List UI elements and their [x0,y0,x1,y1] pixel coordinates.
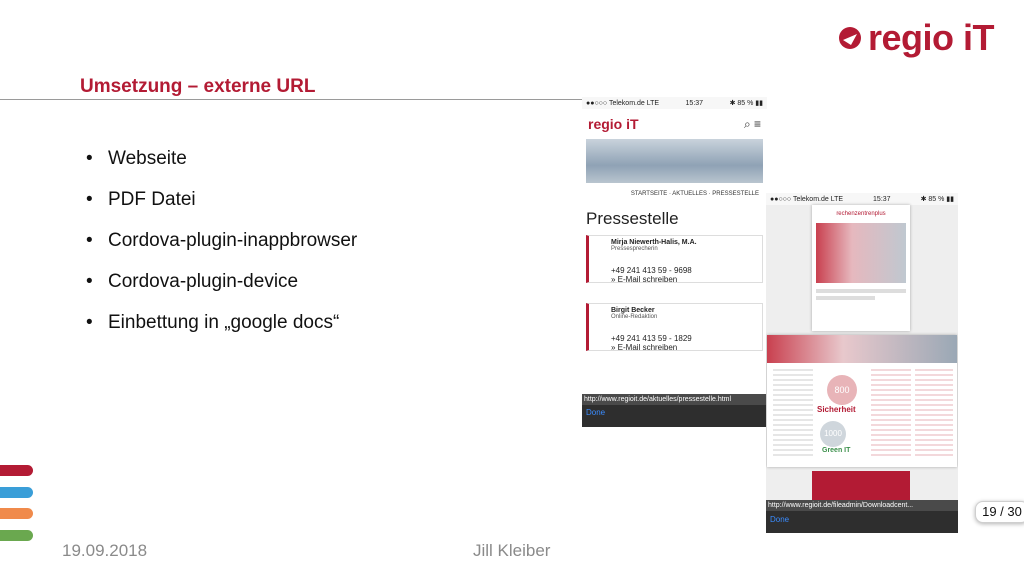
bullet-list [86,146,357,351]
status-bar [766,193,958,205]
contact-mail-link[interactable]: » E-Mail schreiben [611,275,678,284]
contact-mail-link[interactable]: » E-Mail schreiben [611,343,678,352]
page-number-badge: 19 / 30 [975,501,1024,523]
bullet-item: • Cordova-plugin-inappbrowser [86,228,357,269]
pdf-cover-page [812,205,910,331]
breadcrumb: STARTSEITE · AKTUELLES · PRESSESTELLE [630,191,759,197]
bullet-item: • Webseite [86,146,357,187]
site-logo: regio iT [588,116,639,132]
banner-image [586,139,763,183]
contact-phone[interactable]: +49 241 413 59 - 9698 [611,266,692,275]
logo-mark-icon [838,26,862,50]
carrier-text: ●●○○○ Telekom.de LTE [770,195,844,203]
time-text: 15:37 [685,99,704,107]
bullet-item: • Cordova-plugin-device [86,269,357,310]
accent-bar-green [0,530,33,541]
contact-card [586,303,763,351]
time-text: 15:37 [873,195,891,203]
stat-label: Sicherheit [817,405,856,414]
footer-author: Jill Kleiber [473,541,551,560]
bullet-text: Cordova-plugin-device [108,271,299,292]
contact-card [586,235,763,283]
contact-name: Birgit Becker [611,307,655,314]
browser-url-bar: http://www.regioit.de/aktuelles/pressestelle.html [582,394,767,405]
bullet-text: Einbettung in „google docs“ [108,312,340,333]
stat-bubble: 1000 [820,421,846,447]
title-divider [0,99,606,100]
search-menu-icon[interactable]: ⌕ ≡ [743,116,761,131]
browser-url-bar: http://www.regioit.de/fileadmin/Downloadcent... [766,500,958,511]
bullet-text: PDF Datei [108,189,196,210]
status-bar [582,97,767,109]
doc-brand: rechenzentrenplus [836,211,886,217]
regio-it-logo [838,18,994,58]
bullet-item: • Einbettung in „google docs“ [86,310,357,351]
stat-bubble: 800 [827,375,857,405]
logo-text: regio iT [868,17,995,58]
battery-text: ✱ 85 % ▮▮ [920,196,954,203]
slide-title: Umsetzung – externe URL [80,76,316,97]
accent-bar-red [0,465,33,476]
website-screenshot [582,97,767,427]
battery-text: ✱ 85 % ▮▮ [729,100,763,107]
contact-phone[interactable]: +49 241 413 59 - 1829 [611,334,692,343]
page-heading: Pressestelle [586,209,679,228]
accent-bar-blue [0,487,33,498]
accent-bar-orange [0,508,33,519]
footer-date: 19.09.2018 [62,541,148,560]
pdf-next-page [812,471,910,501]
stat-label: Green IT [822,447,851,454]
site-header [582,109,767,139]
contact-name: Mirja Niewerth-Halis, M.A. [611,239,697,246]
done-button[interactable]: Done [766,511,958,533]
pdf-content-page [767,335,957,467]
pdf-screenshot [766,193,958,533]
bullet-text: Cordova-plugin-inappbrowser [108,230,358,251]
done-button[interactable]: Done [582,405,767,427]
bullet-text: Webseite [108,148,187,169]
carrier-text: ●●○○○ Telekom.de LTE [586,99,660,107]
bullet-item: • PDF Datei [86,187,357,228]
contact-role: Pressesprecherin [611,246,658,252]
contact-role: Online-Redaktion [611,314,658,320]
